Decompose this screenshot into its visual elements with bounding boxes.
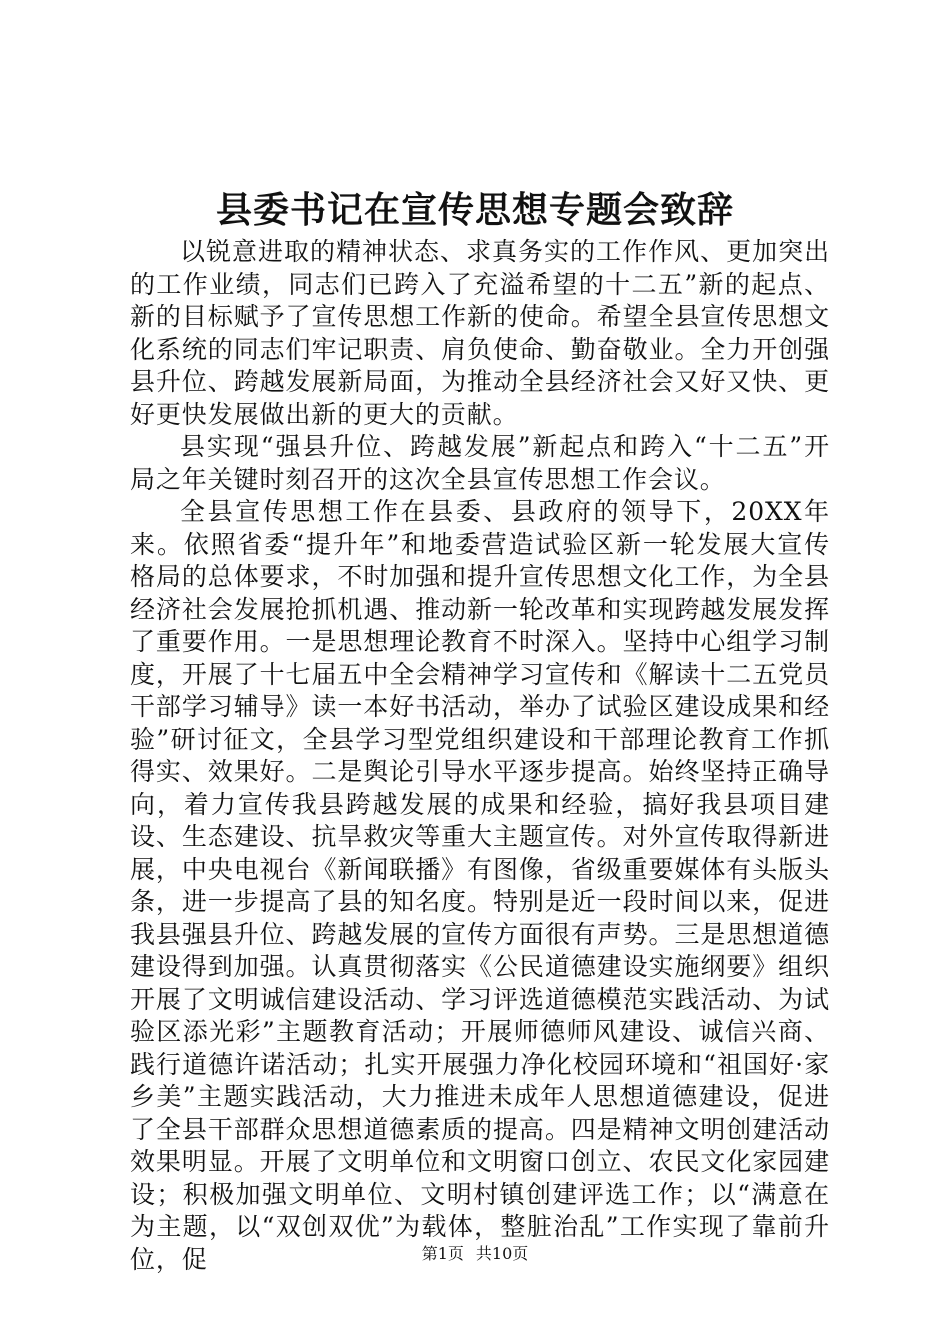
page-number-current: 第1页: [421, 1244, 464, 1263]
page-footer: [0, 1243, 950, 1265]
page-number-total: 共10页: [475, 1244, 529, 1263]
paragraph-2: 县实现“强县升位、跨越发展”新起点和跨入“十二五”开局之年关键时刻召开的这次全县宣传思想工作会议。: [130, 432, 830, 494]
paragraph-3: 全县宣传思想工作在县委、县政府的领导下，20XX年来。依照省委“提升年”和地委营造试验区新一轮发展大宣传格局的总体要求，不时加强和提升宣传思想文化工作，为全县经济社会发展抢抓机遇、推动新一轮改革和实现跨越发展发挥了重要作用。一是思想理论教育不时深入。坚持中心组学习制度，开展了十七届五中全会精神学习宣传和《解读十二五党员干部学习辅导》读一本好书活动，举办了试验区建设成果和经验”研讨征文，全县学习型党组织建设和干部理论教育工作抓得实、效果好。二是舆论引导水平逐步提高。始终坚持正确导向，着力宣传我县跨越发展的成果和经验，搞好我县项目建设、生态建设、抗旱救灾等重大主题宣传。对外宣传取得新进展，中央电视台《新闻联播》有图像，省级重要媒体有头版头条，进一步提高了县的知名度。特别是近一段时间以来，促进我县强县升位、跨越发展的宣传方面很有声势。三是思想道德建设得到加强。认真贯彻落实《公民道德建设实施纲要》组织开展了文明诚信建设活动、学习评选道德模范实践活动、为试验区添光彩”主题教育活动；开展师德师风建设、诚信兴商、践行道德许诺活动；扎实开展强力净化校园环境和“祖国好·家乡美”主题实践活动，大力推进未成年人思想道德建设，促进了全县干部群众思想道德素质的提高。四是精神文明创建活动效果明显。开展了文明单位和文明窗口创立、农民文化家园建设；积极加强文明单位、文明村镇创建评选工作；以“满意在为主题，以“双创双优”为载体，整脏治乱”工作实现了靠前升位，促: [130, 497, 830, 1274]
paragraph-1: 以锐意进取的精神状态、求真务实的工作作风、更加突出的工作业绩，同志们已跨入了充溢希望的十二五”新的起点、新的目标赋予了宣传思想工作新的使命。希望全县宣传思想文化系统的同志们牢记职责、肩负使命、勤奋敬业。全力开创强县升位、跨越发展新局面，为推动全县经济社会又好又快、更好更快发展做出新的更大的贡献。: [130, 237, 830, 429]
document-title: 县委书记在宣传思想专题会致辞: [215, 189, 734, 231]
document-body: [130, 236, 830, 1276]
